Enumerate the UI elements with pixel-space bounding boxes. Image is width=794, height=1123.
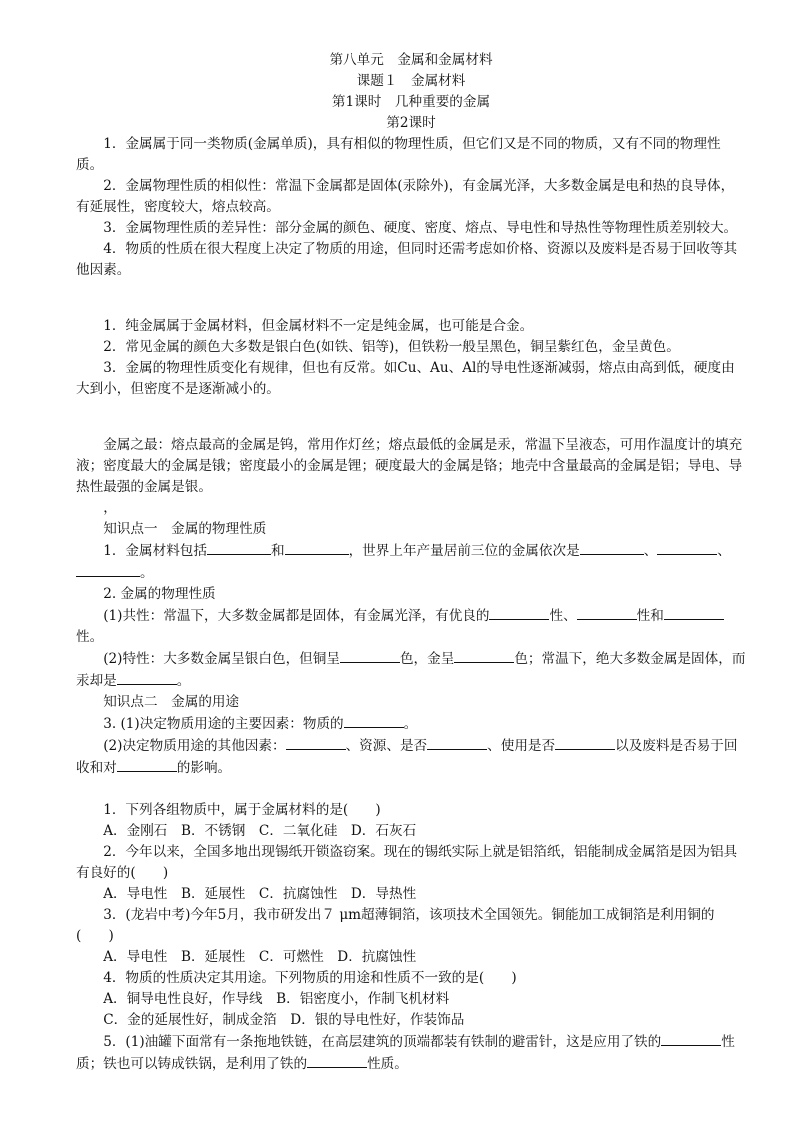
spacer [76,281,746,302]
summary2-item: 2．常见金属的颜色大多数是银白色(如铁、铝等)，但铁粉一般呈黑色，铜呈紫红色，金呈黄色。 [103,339,680,355]
summary2-item: 3．金属的物理性质变化有规律，但也有反常。如Cu、Au、Al的导电性逐渐减弱，熔点由高到低，硬度由大到小，但密度不是逐渐减小的。 [76,360,735,397]
answer-blank[interactable] [117,757,177,772]
answer-blank[interactable] [117,670,177,685]
exercise-4: 4．物质的性质决定其用途。下列物质的用途和性质不一致的是( ) [103,970,517,986]
spacer [76,421,746,435]
exercise-1: 1．下列各组物质中，属于金属材料的是( ) [103,802,381,818]
spacer [76,779,746,800]
answer-blank[interactable] [344,713,404,728]
spacer [76,302,746,316]
period-title: 第2课时 [386,115,436,131]
exercise-5: 5．(1)油罐下面常有一条拖地铁链，在高层建筑的顶端都装有铁制的避雷针，这是应用了铁的 性质；铁也可以铸成铁锅，是利用了铁的 性质。 [76,1031,746,1075]
answer-blank[interactable] [657,540,717,555]
unit-title: 第八单元 金属和金属材料 [329,52,493,68]
knowledge-point-2-title: 知识点二 金属的用途 [103,694,240,710]
answer-blank[interactable] [307,1053,367,1068]
exercise-1-options: A．金刚石 B．不锈钢 C．二氧化硅 D．石灰石 [103,823,417,839]
question-1: 1．金属材料包括 和 ，世界上年产量居前三位的金属依次是 、 、。 [76,540,746,584]
answer-blank[interactable] [580,540,644,555]
answer-blank[interactable] [340,648,400,663]
answer-blank[interactable] [489,605,549,620]
stray-comma: ， [103,500,117,516]
summary2-item: 1．纯金属属于金属材料，但金属材料不一定是纯金属，也可能是合金。 [103,318,534,334]
lesson-title: 第1课时 几种重要的金属 [331,94,491,110]
answer-blank[interactable] [661,1031,721,1046]
exercise-4-options-cd: C．金的延展性好，制成金箔 D．银的导电性好，作装饰品 [103,1012,465,1028]
question-2: 2. 金属的物理性质 [103,586,216,602]
knowledge-point-1-title: 知识点一 金属的物理性质 [103,521,267,537]
answer-blank[interactable] [207,540,271,555]
answer-blank[interactable] [664,605,724,620]
exercise-2: 2．今年以来，全国多地出现锡纸开锁盗窃案。现在的锡纸实际上就是铝箔纸，铝能制成金属箔是因为铝具有良好的( ) [76,844,738,881]
exercise-3: 3．(龙岩中考)今年5月，我市研发出７ μm超薄铜箔，该项技术全国领先。铜能加工成铜箔是利用铜的( ) [76,907,715,944]
question-2-2: (2)特性：大多数金属呈银白色，但铜呈 色，金呈 色；常温下，绝大多数金属是固体，而汞却是 。 [76,648,746,692]
question-3-2: (2)决定物质用途的其他因素： 、资源、是否 、使用是否 以及废料是否易于回收和对 的影响。 [76,735,746,779]
summary1-item: 1．金属属于同一类物质(金属单质)，具有相似的物理性质，但它们又是不同的物质，又有不同的物理性质。 [76,136,721,173]
summary1-item: 3．金属物理性质的差异性：部分金属的颜色、硬度、密度、熔点、导电性和导热性等物理性质差别较大。 [103,220,738,236]
summary1-item: 4．物质的性质在很大程度上决定了物质的用途，但同时还需考虑如价格、资源以及废料是否易于回收等其他因素。 [76,241,738,278]
exercise-4-options-ab: A．铜导电性良好，作导线 B．铝密度小，作制飞机材料 [103,991,450,1007]
topic-title: 课题１ 金属材料 [356,73,466,89]
metal-extremes: 金属之最：熔点最高的金属是钨，常用作灯丝；熔点最低的金属是汞，常温下呈液态，可用作温度计的填充液；密度最大的金属是锇；密度最小的金属是锂；硬度最大的金属是铬；地壳中含量最高的金属是铝；导电、导热性最强的金属是银。 [76,437,743,495]
answer-blank[interactable] [285,540,349,555]
answer-blank[interactable] [427,735,487,750]
answer-blank[interactable] [286,735,346,750]
document-page [76,50,746,1075]
answer-blank[interactable] [454,648,514,663]
exercise-3-options: A．导电性 B．延展性 C．可燃性 D．抗腐蚀性 [103,949,417,965]
answer-blank[interactable] [76,562,140,577]
question-2-1: (1)共性：常温下，大多数金属都是固体，有金属光泽，有优良的 性、 性和性。 [76,605,746,648]
spacer [76,400,746,421]
summary1-item: 2．金属物理性质的相似性：常温下金属都是固体(汞除外)，有金属光泽，大多数金属是电和热的良导体，有延展性，密度较大，熔点较高。 [76,178,735,215]
exercise-2-options: A．导电性 B．延展性 C．抗腐蚀性 D．导热性 [103,886,417,902]
question-3: 3. (1)决定物质用途的主要因素：物质的 。 [76,713,746,735]
answer-blank[interactable] [577,605,637,620]
answer-blank[interactable] [555,735,615,750]
